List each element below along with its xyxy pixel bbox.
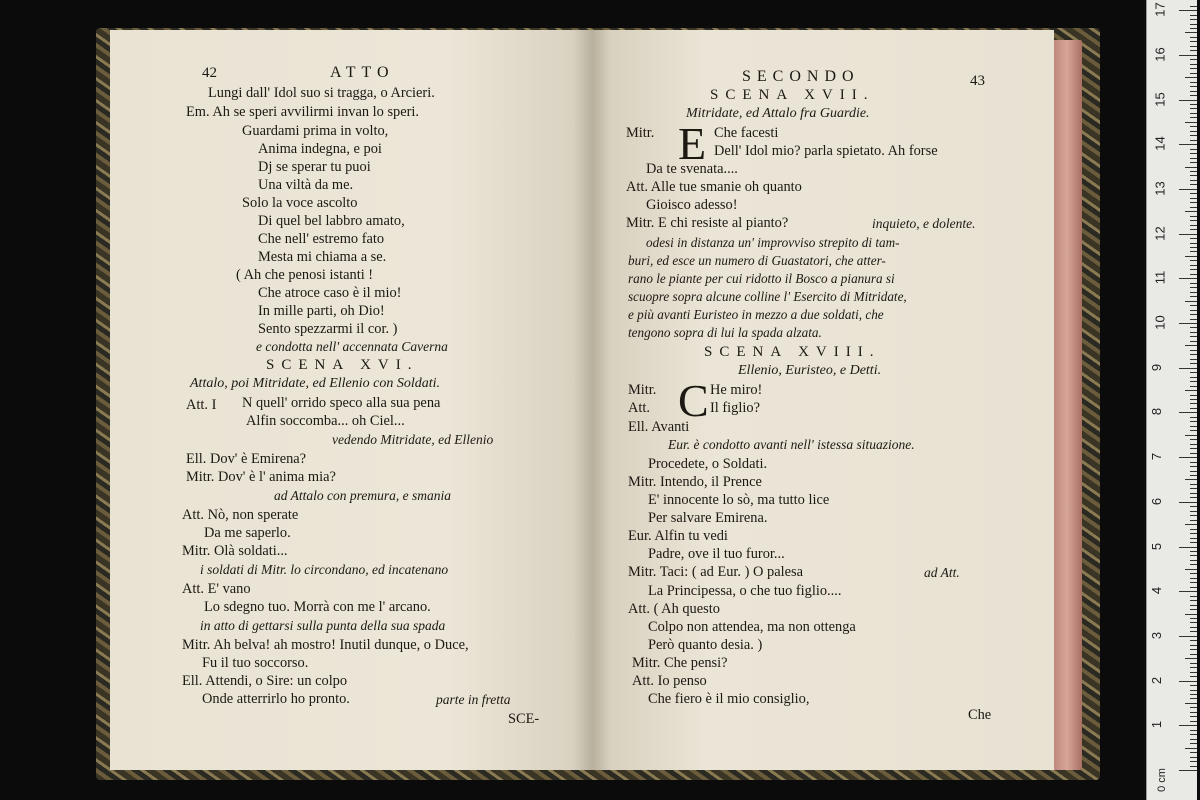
stage-direction: i soldati di Mitr. lo circondano, ed incatenano: [200, 562, 449, 577]
ruler-number: 9: [1149, 363, 1165, 371]
ruler-tick: [1190, 158, 1197, 159]
ruler-tick: [1190, 761, 1197, 762]
ruler-tick: [1190, 685, 1197, 686]
ruler-tick: [1190, 327, 1197, 328]
stage-direction: buri, ed esce un numero di Guastatori, che atter-: [628, 253, 886, 268]
ruler-tick: [1190, 622, 1197, 623]
ruler-tick: [1190, 676, 1197, 677]
ruler-tick: [1190, 19, 1197, 20]
ruler-tick: [1190, 417, 1197, 418]
stage-direction: ad Attalo con premura, e smania: [274, 488, 451, 503]
ruler-tick: [1190, 59, 1197, 60]
ruler-tick: [1190, 372, 1197, 373]
ruler-tick: [1190, 421, 1197, 422]
ruler-tick: [1190, 341, 1197, 342]
ruler-number: 11: [1152, 271, 1168, 285]
ruler-tick: [1190, 202, 1197, 203]
ruler-tick: [1185, 345, 1197, 346]
scene-heading: SCENA XVI.: [266, 357, 419, 373]
ruler-tick: [1190, 319, 1197, 320]
ruler-tick: [1190, 399, 1197, 400]
ruler-tick: [1190, 716, 1197, 717]
ruler-tick: [1190, 430, 1197, 431]
text-line: Per salvare Emirena.: [648, 510, 768, 526]
ruler-tick: [1179, 278, 1197, 279]
drop-cap: C: [678, 375, 709, 426]
ruler-tick: [1190, 314, 1197, 315]
ruler-tick: [1190, 28, 1197, 29]
ruler-tick: [1190, 91, 1197, 92]
text-line: Mitr. E chi resiste al pianto?: [626, 215, 789, 231]
ruler-tick: [1185, 77, 1197, 78]
text-line: Att. Alle tue smanie oh quanto: [626, 179, 802, 195]
ruler-tick: [1190, 667, 1197, 668]
text-line: Procedete, o Soldati.: [648, 456, 768, 472]
speaker: Att.: [628, 400, 650, 416]
ruler-tick: [1179, 10, 1197, 11]
text-line: Padre, ove il tuo furor...: [648, 546, 785, 562]
ruler-tick: [1190, 269, 1197, 270]
ruler-tick: [1190, 162, 1197, 163]
stage-direction: rano le piante per cui ridotto il Bosco a pianura si: [628, 271, 895, 286]
ruler-tick: [1190, 448, 1197, 449]
ruler-tick: [1190, 198, 1197, 199]
ruler-tick: [1190, 690, 1197, 691]
ruler-tick: [1185, 569, 1197, 570]
ruler-tick: [1190, 555, 1197, 556]
ruler-tick: [1190, 381, 1197, 382]
text-line: Onde atterrirlo ho pronto.: [202, 691, 350, 707]
ruler-tick: [1190, 37, 1197, 38]
ruler-tick: [1190, 229, 1197, 230]
ruler-tick: [1190, 640, 1197, 641]
text-line: Che facesti: [714, 125, 779, 141]
scene-characters: Attalo, poi Mitridate, ed Ellenio con Soldati.: [190, 376, 441, 391]
ruler-tick: [1190, 135, 1197, 136]
text-line: Però quanto desia. ): [648, 637, 763, 653]
ruler-tick: [1190, 645, 1197, 646]
ruler-tick: [1190, 73, 1197, 74]
ruler-tick: [1190, 663, 1197, 664]
ruler-tick: [1185, 703, 1197, 704]
ruler-tick: [1190, 225, 1197, 226]
ruler-number: 7: [1149, 452, 1165, 461]
ruler-tick: [1179, 234, 1197, 235]
ruler-tick: [1190, 694, 1197, 695]
ruler-tick: [1179, 547, 1197, 548]
ruler-tick: [1190, 117, 1197, 118]
stage-direction: tengono sopra di lui la spada alzata.: [628, 325, 822, 340]
text-line: Anima indegna, e poi: [258, 141, 382, 157]
ruler-tick: [1185, 524, 1197, 525]
ruler-tick: [1190, 108, 1197, 109]
ruler-tick: [1179, 412, 1197, 413]
ruler-tick: [1185, 479, 1197, 480]
ruler-number: 5: [1149, 542, 1165, 550]
ruler-tick: [1185, 122, 1197, 123]
ruler-tick: [1190, 672, 1197, 673]
ruler-tick: [1185, 167, 1197, 168]
catchword: Che: [968, 707, 992, 723]
text-line: Mitr. Che pensi?: [632, 655, 728, 671]
text-line: Colpo non attendea, ma non ottenga: [648, 619, 856, 635]
ruler-tick: [1179, 591, 1197, 592]
ruler-tick: [1190, 573, 1197, 574]
stage-direction: scuopre sopra alcune colline l' Esercito di Mitridate,: [628, 289, 907, 304]
ruler-tick: [1179, 189, 1197, 190]
text-line: Fu il tuo soccorso.: [202, 655, 309, 671]
ruler-number: 8: [1149, 408, 1165, 416]
ruler-tick: [1179, 502, 1197, 503]
text-line: ( Ah che penosi istanti !: [236, 267, 374, 283]
ruler-tick: [1185, 614, 1197, 615]
ruler-tick: [1190, 582, 1197, 583]
ruler-tick: [1190, 542, 1197, 543]
ruler-number: 10: [1152, 315, 1168, 330]
ruler-tick: [1190, 104, 1197, 105]
ruler-tick: [1190, 260, 1197, 261]
ruler-tick: [1190, 600, 1197, 601]
page-number: 42: [202, 65, 217, 81]
running-head: ATTO: [330, 64, 395, 81]
ruler-tick: [1179, 368, 1197, 369]
ruler-tick: [1190, 41, 1197, 42]
measuring-ruler: [1146, 0, 1197, 800]
stage-direction: odesi in distanza un' improvviso strepito di tam-: [646, 235, 900, 250]
ruler-tick: [1190, 126, 1197, 127]
text-line: Guardami prima in volto,: [242, 123, 389, 139]
text-line: Da me saperlo.: [204, 525, 291, 541]
text-line: Gioisco adesso!: [646, 197, 738, 213]
ruler-tick: [1179, 144, 1197, 145]
ruler-tick: [1185, 256, 1197, 257]
text-line: Lo sdegno tuo. Morrà con me l' arcano.: [204, 599, 431, 615]
text-line: Em. Ah se speri avvilirmi invan lo speri.: [186, 104, 420, 120]
ruler-tick: [1190, 712, 1197, 713]
ruler-tick: [1190, 243, 1197, 244]
ruler-tick: [1190, 50, 1197, 51]
text-line: Dell' Idol mio? parla spietato. Ah forse: [714, 143, 938, 159]
text-line: Ell. Avanti: [628, 419, 690, 435]
scene-heading: SCENA XVII.: [710, 87, 875, 103]
ruler-tick: [1179, 323, 1197, 324]
ruler-tick: [1190, 113, 1197, 114]
ruler-tick: [1190, 426, 1197, 427]
text-line: Mitr. Olà soldati...: [182, 543, 288, 559]
ruler-tick: [1190, 395, 1197, 396]
ruler-tick: [1179, 55, 1197, 56]
text-line: Mesta mi chiama a se.: [258, 249, 387, 265]
ruler-tick: [1185, 748, 1197, 749]
text-line: Ell. Attendi, o Sire: un colpo: [182, 673, 348, 689]
ruler-tick: [1190, 462, 1197, 463]
ruler-tick: [1190, 363, 1197, 364]
scene-heading: SCENA XVIII.: [704, 344, 881, 360]
text-line: Lungi dall' Idol suo si tragga, o Arcieri.: [208, 85, 435, 101]
ruler-tick: [1190, 15, 1197, 16]
ruler-number: 14: [1152, 136, 1168, 151]
text-line: Che atroce caso è il mio!: [258, 285, 402, 301]
ruler-tick: [1179, 725, 1197, 726]
ruler-number: 17: [1152, 2, 1168, 17]
ruler-tick: [1190, 95, 1197, 96]
text-line: Att. E' vano: [182, 581, 251, 597]
ruler-tick: [1190, 471, 1197, 472]
ruler-tick: [1190, 538, 1197, 539]
ruler-number: 6: [1149, 497, 1165, 505]
ruler-tick: [1190, 6, 1197, 7]
ruler-tick: [1190, 131, 1197, 132]
ruler-tick: [1190, 757, 1197, 758]
ruler-tick: [1190, 511, 1197, 512]
ruler-tick: [1190, 247, 1197, 248]
ruler-tick: [1190, 68, 1197, 69]
text-line: Mitr. Intendo, il Prence: [628, 474, 762, 490]
running-head: SECONDO: [742, 68, 860, 85]
ruler-tick: [1190, 466, 1197, 467]
speaker: Mitr.: [628, 382, 657, 398]
text-line: In mille parti, oh Dio!: [258, 303, 385, 319]
ruler-tick: [1185, 32, 1197, 33]
ruler-tick: [1190, 739, 1197, 740]
text-line: Ell. Dov' è Emirena?: [186, 451, 307, 467]
ruler-tick: [1190, 336, 1197, 337]
ruler-tick: [1190, 497, 1197, 498]
ruler-tick: [1179, 100, 1197, 101]
stage-direction: e più avanti Euristeo in mezzo a due soldati, che: [628, 307, 884, 322]
text-line: Mitr. Dov' è l' anima mia?: [186, 469, 336, 485]
ruler-tick: [1185, 211, 1197, 212]
ruler-tick: [1190, 484, 1197, 485]
stage-direction: ad Att.: [924, 565, 960, 580]
ruler-tick: [1190, 287, 1197, 288]
text-line: Che nell' estremo fato: [258, 231, 385, 247]
ruler-tick: [1190, 403, 1197, 404]
ruler-tick: [1190, 488, 1197, 489]
ruler-tick: [1190, 453, 1197, 454]
ruler-tick: [1190, 520, 1197, 521]
scene-characters: Ellenio, Euristeo, e Detti.: [738, 363, 882, 378]
ruler-tick: [1190, 251, 1197, 252]
text-line: Che fiero è il mio consiglio,: [648, 691, 810, 707]
text-line: He miro!: [710, 382, 763, 398]
text-line: E' innocente lo sò, ma tutto lice: [648, 492, 830, 508]
ruler-tick: [1190, 698, 1197, 699]
ruler-tick: [1190, 654, 1197, 655]
text-line: Eur. Alfin tu vedi: [628, 528, 728, 544]
text-line: Da te svenata....: [646, 161, 738, 177]
ruler-number: 15: [1152, 91, 1168, 107]
ruler-tick: [1185, 658, 1197, 659]
ruler-tick: [1190, 560, 1197, 561]
text-line: Alfin soccomba... oh Ciel...: [246, 413, 405, 429]
ruler-tick: [1190, 578, 1197, 579]
ruler-unit-label: 0 cm: [1155, 768, 1168, 792]
ruler-tick: [1190, 265, 1197, 266]
stage-direction: parte in fretta: [436, 692, 511, 707]
ruler-tick: [1190, 24, 1197, 25]
stage-direction: in atto di gettarsi sulla punta della sua spada: [200, 618, 446, 633]
ruler-tick: [1190, 493, 1197, 494]
ruler-number: 12: [1152, 225, 1168, 241]
ruler-tick: [1190, 609, 1197, 610]
left-page: [110, 30, 592, 770]
ruler-tick: [1190, 238, 1197, 239]
ruler-tick: [1190, 310, 1197, 311]
ruler-tick: [1190, 296, 1197, 297]
ruler-tick: [1190, 377, 1197, 378]
text-line: Di quel bel labbro amato,: [258, 213, 405, 229]
ruler-tick: [1190, 86, 1197, 87]
ruler-tick: [1190, 618, 1197, 619]
ruler-tick: [1190, 506, 1197, 507]
ruler-number: 1: [1149, 721, 1165, 729]
stage-direction: inquieto, e dolente.: [872, 216, 976, 231]
ruler-tick: [1190, 596, 1197, 597]
ruler-tick: [1190, 564, 1197, 565]
ruler-tick: [1190, 439, 1197, 440]
ruler-tick: [1190, 444, 1197, 445]
ruler-tick: [1190, 386, 1197, 387]
ruler-tick: [1190, 305, 1197, 306]
page-number: 43: [970, 73, 985, 89]
text-line: Mitr. Ah belva! ah mostro! Inutil dunque, o Duce,: [182, 637, 469, 653]
ruler-tick: [1190, 766, 1197, 767]
ruler-tick: [1190, 359, 1197, 360]
text-line: N quell' orrido speco alla sua pena: [242, 395, 441, 411]
stage-direction: vedendo Mitridate, ed Ellenio: [332, 432, 494, 447]
text-line: La Principessa, o che tuo figlio....: [648, 583, 842, 599]
ruler-tick: [1190, 627, 1197, 628]
ruler-tick: [1190, 175, 1197, 176]
text-line: Una viltà da me.: [258, 177, 354, 193]
speaker: Mitr.: [626, 125, 655, 141]
stage-direction: Eur. è condotto avanti nell' istessa situazione.: [668, 437, 915, 452]
ruler-tick: [1190, 743, 1197, 744]
ruler-tick: [1190, 220, 1197, 221]
ruler-tick: [1190, 707, 1197, 708]
ruler-tick: [1190, 752, 1197, 753]
ruler-number: 4: [1149, 587, 1165, 595]
text-line: Mitr. Taci: ( ad Eur. ) O palesa: [628, 564, 803, 580]
ruler-tick: [1190, 605, 1197, 606]
text-line: Att. Io penso: [632, 673, 707, 689]
ruler-tick: [1190, 171, 1197, 172]
ruler-number: 2: [1149, 676, 1165, 684]
text-line: Att. Nò, non sperate: [182, 507, 299, 523]
ruler-number: 16: [1152, 47, 1168, 62]
text-line: Att. ( Ah questo: [628, 601, 720, 617]
ruler-tick: [1185, 390, 1197, 391]
ruler-tick: [1179, 770, 1197, 771]
ruler-tick: [1190, 551, 1197, 552]
ruler-tick: [1190, 721, 1197, 722]
ruler-tick: [1190, 64, 1197, 65]
ruler-tick: [1190, 180, 1197, 181]
ruler-tick: [1190, 408, 1197, 409]
ruler-tick: [1185, 435, 1197, 436]
ruler-tick: [1190, 730, 1197, 731]
ruler-tick: [1190, 140, 1197, 141]
text-line: Sento spezzarmi il cor. ): [258, 321, 398, 337]
ruler-tick: [1190, 649, 1197, 650]
ruler-tick: [1190, 533, 1197, 534]
stage-direction: e condotta nell' accennata Caverna: [256, 339, 448, 354]
ruler-tick: [1190, 354, 1197, 355]
ruler-tick: [1190, 46, 1197, 47]
ruler-tick: [1179, 636, 1197, 637]
ruler-tick: [1190, 193, 1197, 194]
ruler-tick: [1179, 457, 1197, 458]
ruler-tick: [1190, 734, 1197, 735]
ruler-tick: [1190, 153, 1197, 154]
right-page: [592, 30, 1054, 770]
text-line: Il figlio?: [710, 400, 760, 416]
ruler-tick: [1190, 82, 1197, 83]
text-line: Solo la voce ascolto: [242, 195, 358, 211]
ruler-tick: [1190, 283, 1197, 284]
ruler-number: 13: [1152, 181, 1168, 196]
ruler-tick: [1190, 631, 1197, 632]
ruler-tick: [1190, 587, 1197, 588]
page-edges: [1052, 40, 1082, 770]
scene-characters: Mitridate, ed Attalo fra Guardie.: [686, 106, 870, 121]
ruler-tick: [1190, 149, 1197, 150]
ruler-tick: [1190, 184, 1197, 185]
ruler-tick: [1185, 301, 1197, 302]
catchword: SCE-: [508, 711, 540, 727]
ruler-tick: [1190, 274, 1197, 275]
ruler-tick: [1190, 529, 1197, 530]
text-line: Dj se sperar tu puoi: [258, 159, 371, 175]
ruler-tick: [1190, 207, 1197, 208]
drop-cap: E: [678, 118, 707, 169]
ruler-tick: [1190, 350, 1197, 351]
ruler-number: 3: [1149, 631, 1165, 640]
ruler-tick: [1190, 292, 1197, 293]
ruler-tick: [1190, 332, 1197, 333]
ruler-tick: [1179, 681, 1197, 682]
ruler-tick: [1190, 216, 1197, 217]
ruler-tick: [1190, 475, 1197, 476]
speaker-with-drop-cap: Att. I: [186, 397, 217, 413]
ruler-tick: [1190, 515, 1197, 516]
